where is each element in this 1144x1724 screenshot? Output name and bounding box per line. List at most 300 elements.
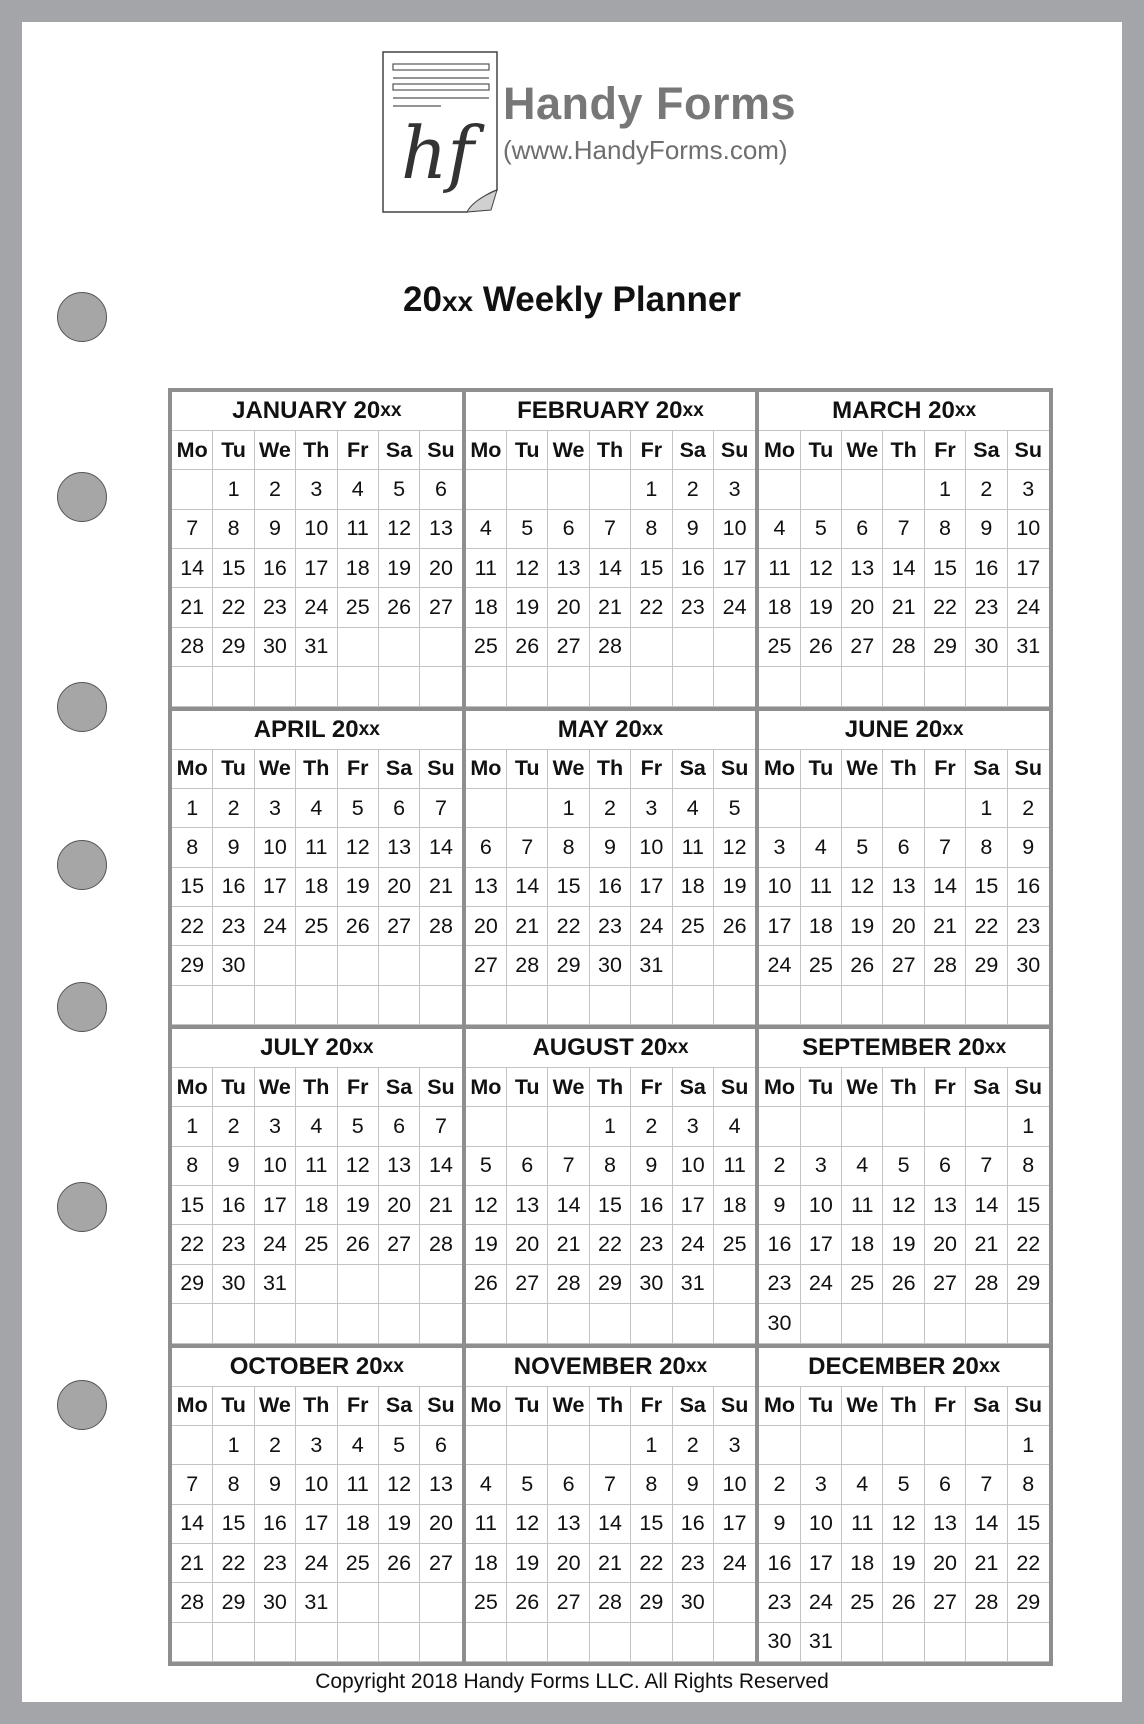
day-cell: 9 [1008, 828, 1049, 867]
day-cell: 2 [1008, 789, 1049, 828]
day-cell: 9 [673, 510, 714, 549]
day-cell: 13 [883, 868, 924, 907]
day-cell: 20 [548, 588, 589, 627]
day-cell: 17 [759, 907, 800, 946]
empty-day-cell [379, 1265, 420, 1304]
day-cell: 19 [883, 1225, 924, 1264]
empty-day-cell [420, 1304, 461, 1343]
day-cell: 3 [255, 1107, 296, 1146]
month-day-grid [759, 1068, 1049, 1344]
month-calendar [759, 711, 1049, 1026]
day-cell: 28 [420, 1225, 461, 1264]
day-cell: 16 [213, 868, 254, 907]
day-cell: 10 [714, 510, 755, 549]
weekday-header: Th [296, 1068, 337, 1107]
day-cell: 5 [338, 789, 379, 828]
day-cell: 30 [966, 628, 1007, 667]
empty-day-cell [590, 986, 631, 1025]
day-cell: 10 [801, 1186, 842, 1225]
day-cell: 17 [801, 1544, 842, 1583]
empty-day-cell [466, 470, 507, 509]
empty-day-cell [1008, 667, 1049, 706]
day-cell: 3 [759, 828, 800, 867]
day-cell: 24 [673, 1225, 714, 1264]
day-cell: 6 [507, 1147, 548, 1186]
day-cell: 16 [673, 1505, 714, 1544]
empty-day-cell [548, 1426, 589, 1465]
day-cell: 21 [172, 1544, 213, 1583]
day-cell: 28 [966, 1583, 1007, 1622]
day-cell: 18 [296, 1186, 337, 1225]
empty-day-cell [1008, 1623, 1049, 1662]
day-cell: 4 [842, 1147, 883, 1186]
day-cell: 14 [420, 1147, 461, 1186]
empty-day-cell [801, 1426, 842, 1465]
day-cell: 12 [842, 868, 883, 907]
month-calendar [759, 1029, 1049, 1344]
weekday-header: Th [296, 750, 337, 789]
day-cell: 5 [507, 1465, 548, 1504]
day-cell: 27 [548, 1583, 589, 1622]
day-cell: 23 [759, 1265, 800, 1304]
day-cell: 27 [379, 907, 420, 946]
day-cell: 16 [966, 549, 1007, 588]
day-cell: 5 [338, 1107, 379, 1146]
day-cell: 1 [631, 1426, 672, 1465]
day-cell: 7 [966, 1465, 1007, 1504]
weekday-header: Tu [801, 1387, 842, 1426]
day-cell: 6 [883, 828, 924, 867]
month-calendar [466, 711, 756, 1026]
empty-day-cell [420, 946, 461, 985]
day-cell: 17 [255, 1186, 296, 1225]
day-cell: 27 [420, 588, 461, 627]
day-cell: 3 [296, 1426, 337, 1465]
weekday-header: Su [714, 750, 755, 789]
weekday-header: Mo [466, 1387, 507, 1426]
empty-day-cell [673, 1623, 714, 1662]
day-cell: 16 [631, 1186, 672, 1225]
day-cell: 7 [966, 1147, 1007, 1186]
empty-day-cell [548, 1107, 589, 1146]
empty-day-cell [172, 1426, 213, 1465]
day-cell: 4 [338, 470, 379, 509]
empty-day-cell [338, 986, 379, 1025]
day-cell: 15 [172, 1186, 213, 1225]
empty-day-cell [420, 1623, 461, 1662]
day-cell: 15 [213, 1505, 254, 1544]
empty-day-cell [1008, 986, 1049, 1025]
weekday-header: We [842, 1068, 883, 1107]
month-calendar [172, 711, 462, 1026]
day-cell: 23 [759, 1583, 800, 1622]
weekday-header: Su [1008, 1387, 1049, 1426]
day-cell: 11 [801, 868, 842, 907]
weekday-header: Tu [507, 431, 548, 470]
weekday-header: Tu [801, 1068, 842, 1107]
day-cell: 12 [338, 828, 379, 867]
month-day-grid [759, 431, 1049, 707]
planner-page [22, 22, 1122, 1702]
day-cell: 22 [1008, 1544, 1049, 1583]
day-cell: 23 [590, 907, 631, 946]
day-cell: 22 [172, 1225, 213, 1264]
empty-day-cell [548, 1304, 589, 1343]
empty-day-cell [590, 1623, 631, 1662]
day-cell: 13 [548, 1505, 589, 1544]
weekday-header: Tu [213, 1387, 254, 1426]
day-cell: 19 [338, 1186, 379, 1225]
empty-day-cell [507, 789, 548, 828]
day-cell: 3 [801, 1147, 842, 1186]
day-cell: 21 [590, 588, 631, 627]
day-cell: 9 [966, 510, 1007, 549]
month-day-grid [172, 431, 462, 707]
day-cell: 8 [213, 510, 254, 549]
day-cell: 19 [507, 588, 548, 627]
day-cell: 3 [801, 1465, 842, 1504]
empty-day-cell [548, 667, 589, 706]
day-cell: 7 [925, 828, 966, 867]
day-cell: 26 [338, 907, 379, 946]
day-cell: 28 [420, 907, 461, 946]
day-cell: 10 [673, 1147, 714, 1186]
day-cell: 18 [338, 1505, 379, 1544]
day-cell: 12 [379, 510, 420, 549]
day-cell: 27 [507, 1265, 548, 1304]
day-cell: 11 [842, 1505, 883, 1544]
day-cell: 30 [255, 628, 296, 667]
empty-day-cell [296, 1265, 337, 1304]
weekday-header: Su [420, 1068, 461, 1107]
day-cell: 29 [213, 1583, 254, 1622]
day-cell: 2 [213, 1107, 254, 1146]
day-cell: 25 [296, 1225, 337, 1264]
day-cell: 13 [925, 1505, 966, 1544]
binder-hole [57, 982, 107, 1032]
day-cell: 2 [966, 470, 1007, 509]
day-cell: 26 [883, 1265, 924, 1304]
weekday-header: We [842, 750, 883, 789]
day-cell: 8 [1008, 1147, 1049, 1186]
day-cell: 9 [255, 1465, 296, 1504]
day-cell: 5 [379, 1426, 420, 1465]
day-cell: 12 [714, 828, 755, 867]
empty-day-cell [759, 470, 800, 509]
month-name: JANUARY 20 [232, 397, 381, 424]
empty-day-cell [631, 667, 672, 706]
empty-day-cell [759, 667, 800, 706]
day-cell: 10 [255, 828, 296, 867]
month-day-grid [172, 1387, 462, 1663]
empty-day-cell [172, 1623, 213, 1662]
day-cell: 10 [801, 1505, 842, 1544]
day-cell: 30 [631, 1265, 672, 1304]
month-title [759, 711, 1049, 750]
day-cell: 7 [590, 510, 631, 549]
day-cell: 23 [255, 588, 296, 627]
empty-day-cell [379, 628, 420, 667]
empty-day-cell [883, 986, 924, 1025]
day-cell: 6 [925, 1465, 966, 1504]
month-year-suffix: xx [984, 1037, 1007, 1058]
weekday-header: Th [296, 1387, 337, 1426]
day-cell: 12 [507, 1505, 548, 1544]
day-cell: 26 [338, 1225, 379, 1264]
day-cell: 6 [842, 510, 883, 549]
day-cell: 7 [883, 510, 924, 549]
day-cell: 12 [883, 1505, 924, 1544]
day-cell: 7 [590, 1465, 631, 1504]
day-cell: 20 [842, 588, 883, 627]
day-cell: 17 [255, 868, 296, 907]
weekday-header: Th [590, 431, 631, 470]
empty-day-cell [925, 1304, 966, 1343]
month-name: DECEMBER 20 [808, 1352, 979, 1380]
day-cell: 7 [420, 789, 461, 828]
day-cell: 16 [673, 549, 714, 588]
empty-day-cell [296, 946, 337, 985]
day-cell: 19 [801, 588, 842, 627]
empty-day-cell [925, 986, 966, 1025]
day-cell: 8 [590, 1147, 631, 1186]
day-cell: 16 [255, 1505, 296, 1544]
day-cell: 19 [338, 868, 379, 907]
empty-day-cell [296, 667, 337, 706]
empty-day-cell [338, 946, 379, 985]
weekday-header: Su [714, 1068, 755, 1107]
day-cell: 4 [466, 510, 507, 549]
day-cell: 12 [379, 1465, 420, 1504]
empty-day-cell [507, 667, 548, 706]
month-calendar [759, 1348, 1049, 1663]
year-calendar-grid [168, 388, 1053, 1666]
empty-day-cell [338, 1304, 379, 1343]
empty-day-cell [590, 470, 631, 509]
empty-day-cell [883, 1426, 924, 1465]
day-cell: 29 [548, 946, 589, 985]
day-cell: 9 [213, 1147, 254, 1186]
weekday-header: Mo [172, 431, 213, 470]
day-cell: 11 [296, 828, 337, 867]
day-cell: 16 [590, 868, 631, 907]
day-cell: 4 [842, 1465, 883, 1504]
day-cell: 20 [883, 907, 924, 946]
month-day-grid [172, 1068, 462, 1344]
brand-url: (www.HandyForms.com) [503, 135, 788, 165]
day-cell: 8 [631, 1465, 672, 1504]
empty-day-cell [466, 667, 507, 706]
empty-day-cell [631, 1623, 672, 1662]
day-cell: 8 [631, 510, 672, 549]
empty-day-cell [801, 1107, 842, 1146]
month-day-grid [466, 431, 756, 707]
day-cell: 3 [255, 789, 296, 828]
month-calendar [466, 392, 756, 707]
day-cell: 14 [590, 549, 631, 588]
title-year: 20 [403, 280, 442, 319]
binder-hole [57, 472, 107, 522]
weekday-header: Mo [172, 750, 213, 789]
day-cell: 29 [172, 1265, 213, 1304]
day-cell: 30 [213, 1265, 254, 1304]
empty-day-cell [759, 986, 800, 1025]
day-cell: 31 [296, 1583, 337, 1622]
day-cell: 6 [466, 828, 507, 867]
month-title [172, 711, 462, 750]
empty-day-cell [925, 1623, 966, 1662]
weekday-header: Fr [338, 1387, 379, 1426]
empty-day-cell [338, 628, 379, 667]
day-cell: 10 [1008, 510, 1049, 549]
day-cell: 17 [801, 1225, 842, 1264]
day-cell: 17 [1008, 549, 1049, 588]
empty-day-cell [466, 789, 507, 828]
weekday-header: Tu [507, 1068, 548, 1107]
day-cell: 12 [883, 1186, 924, 1225]
day-cell: 13 [466, 868, 507, 907]
month-calendar [172, 392, 462, 707]
day-cell: 20 [548, 1544, 589, 1583]
day-cell: 2 [673, 470, 714, 509]
weekday-header: Sa [673, 1068, 714, 1107]
day-cell: 18 [466, 1544, 507, 1583]
weekday-header: Sa [379, 1068, 420, 1107]
month-title [759, 392, 1049, 431]
day-cell: 22 [548, 907, 589, 946]
day-cell: 6 [420, 470, 461, 509]
day-cell: 31 [673, 1265, 714, 1304]
day-cell: 1 [548, 789, 589, 828]
day-cell: 13 [379, 828, 420, 867]
day-cell: 28 [883, 628, 924, 667]
day-cell: 29 [590, 1265, 631, 1304]
empty-day-cell [759, 789, 800, 828]
day-cell: 9 [213, 828, 254, 867]
day-cell: 30 [759, 1304, 800, 1343]
month-day-grid [759, 1387, 1049, 1663]
weekday-header: Fr [925, 431, 966, 470]
empty-day-cell [420, 1583, 461, 1622]
weekday-header: Sa [966, 431, 1007, 470]
day-cell: 1 [172, 789, 213, 828]
day-cell: 16 [255, 549, 296, 588]
day-cell: 30 [759, 1623, 800, 1662]
day-cell: 26 [801, 628, 842, 667]
empty-day-cell [801, 1304, 842, 1343]
day-cell: 20 [466, 907, 507, 946]
weekday-header: Fr [925, 1068, 966, 1107]
day-cell: 20 [420, 549, 461, 588]
day-cell: 25 [338, 1544, 379, 1583]
weekday-header: Mo [466, 750, 507, 789]
day-cell: 7 [548, 1147, 589, 1186]
empty-day-cell [883, 1107, 924, 1146]
empty-day-cell [925, 667, 966, 706]
day-cell: 25 [842, 1265, 883, 1304]
month-day-grid [466, 750, 756, 1026]
month-calendar [466, 1029, 756, 1344]
month-calendar [759, 392, 1049, 707]
day-cell: 20 [507, 1225, 548, 1264]
day-cell: 13 [420, 1465, 461, 1504]
day-cell: 29 [631, 1583, 672, 1622]
empty-day-cell [379, 1304, 420, 1343]
day-cell: 2 [255, 1426, 296, 1465]
day-cell: 27 [420, 1544, 461, 1583]
month-title [759, 1348, 1049, 1387]
empty-day-cell [379, 1583, 420, 1622]
day-cell: 24 [296, 588, 337, 627]
brand-name: Handy Forms [503, 78, 797, 129]
month-name: APRIL 20 [253, 715, 359, 743]
weekday-header: Mo [466, 431, 507, 470]
day-cell: 7 [172, 1465, 213, 1504]
day-cell: 11 [466, 549, 507, 588]
month-name: JULY 20 [260, 1034, 353, 1061]
day-cell: 8 [172, 1147, 213, 1186]
empty-day-cell [172, 1304, 213, 1343]
empty-day-cell [590, 1426, 631, 1465]
day-cell: 5 [466, 1147, 507, 1186]
day-cell: 28 [925, 946, 966, 985]
day-cell: 31 [296, 628, 337, 667]
day-cell: 15 [631, 549, 672, 588]
month-year-suffix: xx [641, 718, 664, 740]
day-cell: 10 [631, 828, 672, 867]
month-day-grid [466, 1387, 756, 1663]
month-year-suffix: xx [380, 400, 402, 421]
day-cell: 27 [925, 1583, 966, 1622]
empty-day-cell [925, 1107, 966, 1146]
weekday-header: Su [420, 1387, 461, 1426]
day-cell: 26 [507, 1583, 548, 1622]
empty-day-cell [338, 1583, 379, 1622]
day-cell: 28 [548, 1265, 589, 1304]
empty-day-cell [338, 667, 379, 706]
empty-day-cell [842, 1107, 883, 1146]
day-cell: 24 [1008, 588, 1049, 627]
empty-day-cell [590, 667, 631, 706]
day-cell: 8 [548, 828, 589, 867]
empty-day-cell [883, 667, 924, 706]
day-cell: 19 [379, 1505, 420, 1544]
weekday-header: We [255, 1068, 296, 1107]
empty-day-cell [966, 986, 1007, 1025]
day-cell: 23 [631, 1225, 672, 1264]
empty-day-cell [338, 1265, 379, 1304]
empty-day-cell [714, 986, 755, 1025]
day-cell: 15 [213, 549, 254, 588]
weekday-header: Sa [966, 1068, 1007, 1107]
day-cell: 7 [172, 510, 213, 549]
day-cell: 2 [590, 789, 631, 828]
day-cell: 25 [466, 1583, 507, 1622]
day-cell: 27 [379, 1225, 420, 1264]
day-cell: 18 [466, 588, 507, 627]
day-cell: 17 [296, 1505, 337, 1544]
day-cell: 6 [925, 1147, 966, 1186]
empty-day-cell [714, 1623, 755, 1662]
day-cell: 20 [420, 1505, 461, 1544]
month-title [466, 392, 756, 431]
day-cell: 4 [759, 510, 800, 549]
day-cell: 1 [590, 1107, 631, 1146]
empty-day-cell [673, 667, 714, 706]
empty-day-cell [883, 789, 924, 828]
day-cell: 26 [883, 1583, 924, 1622]
month-year-suffix: xx [667, 1037, 689, 1058]
